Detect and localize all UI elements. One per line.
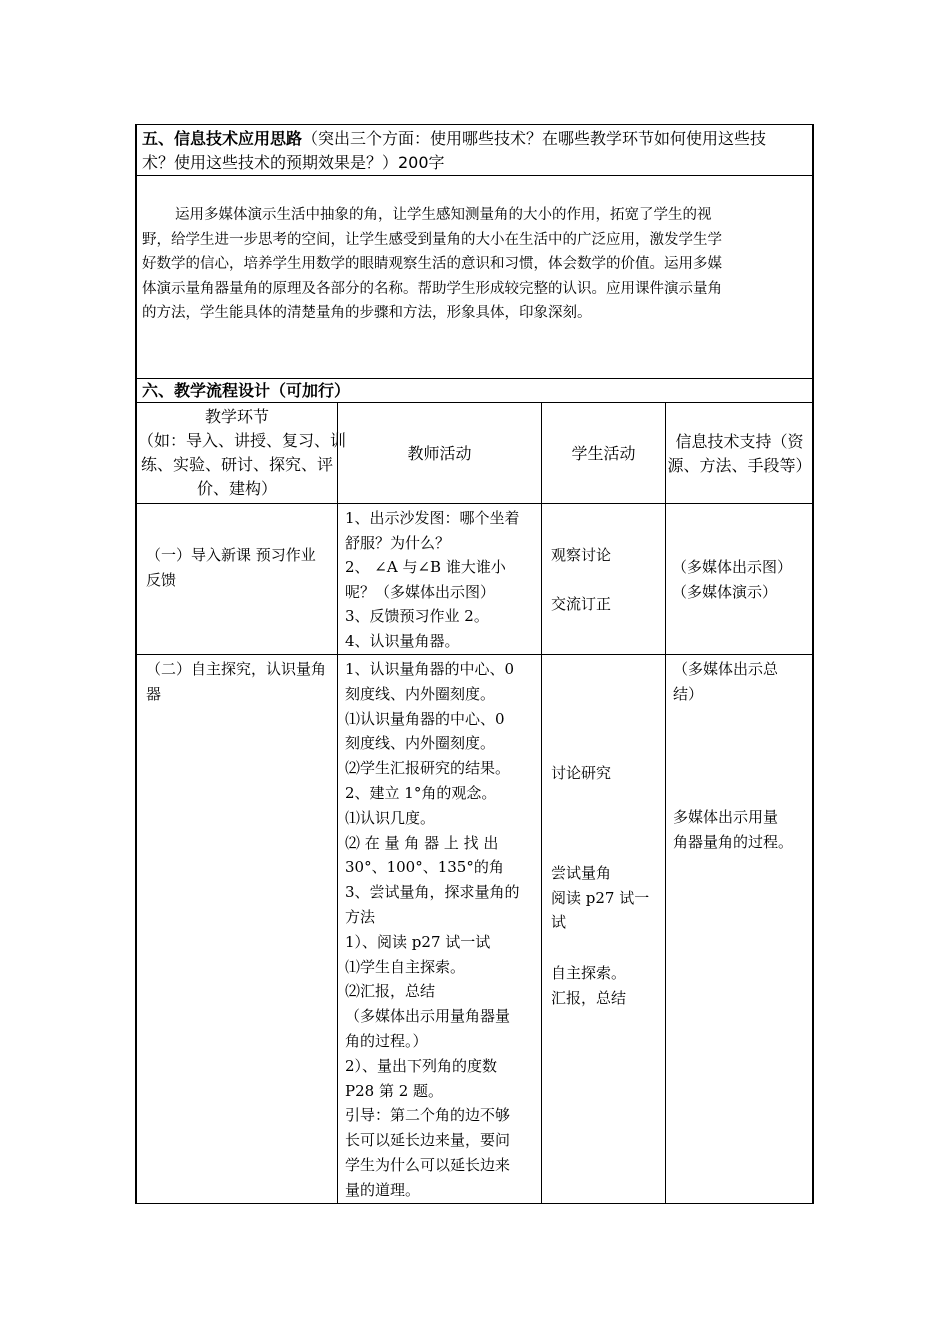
row2-teacher-line: ⑴学生自主探索。 xyxy=(345,957,466,976)
row2-student-line: 尝试量角 xyxy=(551,864,612,882)
section5-title-note-line2: 术？使用这些技术的预期效果是？）200字 xyxy=(142,153,445,172)
column-divider xyxy=(665,402,666,1204)
row2-student-group xyxy=(551,961,663,1010)
row1-tech-line: （多媒体演示） xyxy=(672,582,778,601)
row1-stage-line: （一）导入新课 预习作业 xyxy=(146,546,316,564)
section6-title: 六、教学流程设计（可加行） xyxy=(142,381,351,400)
row2-teacher-line: 2）、量出下列角的度数 xyxy=(345,1056,498,1075)
row2-teacher-line: 2、建立 1°角的观念。 xyxy=(345,783,497,802)
row2-student-line: 阅读 p27 试一 xyxy=(551,888,650,907)
row2-teacher-line: ⑴认识量角器的中心、0 xyxy=(345,709,505,728)
row2-teacher-line: 角的过程。） xyxy=(345,1031,428,1050)
row2-teacher-line: ⑵汇报，总结 xyxy=(345,982,436,1001)
row-divider xyxy=(135,503,814,504)
body-line: 好数学的信心，培养学生用数学的眼睛观察生活的意识和习惯，体会数学的价值。运用多媒 xyxy=(142,256,722,273)
header-stage-line: （如：导入、讲授、复习、训 xyxy=(138,431,347,450)
row2-teacher-line: 方法 xyxy=(345,907,376,926)
header-stage-line: 教学环节 xyxy=(204,407,269,426)
row1-teacher-line: 2、 ∠A 与∠B 谁大谁小 xyxy=(345,558,506,576)
body-line: 野，给学生进一步思考的空间，让学生感受到量角的大小在生活中的广泛应用，激发学生学 xyxy=(142,231,722,248)
body-line: 的方法，学生能具体的清楚量角的步骤和方法，形象具体，印象深刻。 xyxy=(142,305,592,322)
column-divider xyxy=(337,402,338,1204)
row1-student-line: 交流订正 xyxy=(551,595,612,613)
section5-title: 五、信息技术应用思路 xyxy=(142,129,303,148)
row2-student-line: 讨论研究 xyxy=(551,764,612,782)
row2-teacher-line: 1、认识量角器的中心、0 xyxy=(345,660,515,678)
row-divider xyxy=(135,175,814,176)
row2-student-group xyxy=(551,861,663,935)
row2-teacher-line: （多媒体出示用量角器量 xyxy=(345,1007,511,1026)
section5-title-note: （突出三个方面：使用哪些技术？在哪些教学环节如何使用这些技 xyxy=(302,129,767,148)
row2-student-group xyxy=(551,761,663,786)
row2-teacher-line: 30°、100°、135°的角 xyxy=(345,858,504,877)
body-line: 体演示量角器量角的原理及各部分的名称。帮助学生形成较完整的认识。应用课件演示量角 xyxy=(142,280,722,297)
row1-tech-line: （多媒体出示图） xyxy=(672,558,793,576)
row2-teacher-line: ⑵学生汇报研究的结果。 xyxy=(345,759,511,778)
row2-stage-line: （二）自主探究，认识量角 xyxy=(146,660,327,678)
row1-teacher xyxy=(345,506,539,653)
header-teacher: 教师活动 xyxy=(407,444,472,463)
row1-teacher-line: 舒服？为什么？ xyxy=(345,533,451,552)
row2-tech-group xyxy=(673,805,811,854)
row2-stage-line: 器 xyxy=(146,684,162,703)
row1-stage xyxy=(146,543,336,592)
row2-teacher-line: P28 第 2 题。 xyxy=(345,1081,444,1100)
row2-teacher-line: 1）、阅读 p27 试一试 xyxy=(345,932,491,951)
row2-teacher-line: 长可以延长边来量，要问 xyxy=(345,1131,511,1150)
row1-student-line: 观察讨论 xyxy=(551,546,612,564)
body-line: 运用多媒体演示生活中抽象的角，让学生感知测量角的大小的作用，拓宽了学生的视 xyxy=(175,207,712,223)
row2-teacher-line: 学生为什么可以延长边来 xyxy=(345,1155,511,1174)
row2-student-line: 试 xyxy=(551,913,567,931)
header-stage xyxy=(138,405,347,501)
row1-teacher-line: 4、认识量角器。 xyxy=(345,631,460,650)
header-tech-line: 信息技术支持（资 xyxy=(675,432,804,451)
section5-body xyxy=(142,203,808,326)
row2-teacher-line: 引导：第二个角的边不够 xyxy=(345,1106,511,1125)
row1-student-line xyxy=(551,568,663,593)
header-tech xyxy=(666,430,813,478)
row-divider xyxy=(135,654,814,655)
header-stage-line: 练、实验、研讨、探究、评 xyxy=(140,455,333,474)
table-top-border xyxy=(135,124,814,125)
row1-student xyxy=(551,543,663,617)
row1-stage-line: 反馈 xyxy=(146,570,177,589)
row2-tech-line: （多媒体出示总 xyxy=(673,660,779,678)
row1-teacher-line: 3、反馈预习作业 2。 xyxy=(345,607,489,625)
row2-teacher-line: ⑴认识几度。 xyxy=(345,808,436,827)
column-divider xyxy=(541,402,542,1204)
row2-stage xyxy=(146,657,336,706)
row2-student-line: 自主探索。 xyxy=(551,964,627,982)
row2-tech-line: 多媒体出示用量 xyxy=(673,808,779,826)
row1-tech xyxy=(672,555,812,604)
row2-teacher-line: 量的道理。 xyxy=(345,1180,421,1199)
row2-tech-line: 结） xyxy=(673,684,704,703)
header-stage-line: 价、建构） xyxy=(196,479,277,498)
row2-teacher-line: 刻度线、内外圈刻度。 xyxy=(345,734,496,753)
row2-teacher-line: ⑵ 在 量 角 器 上 找 出 xyxy=(345,833,499,852)
row2-teacher xyxy=(345,657,539,1203)
row1-teacher-line: 1、出示沙发图：哪个坐着 xyxy=(345,509,520,527)
row2-tech-line: 角器量角的过程。 xyxy=(673,832,794,851)
row2-tech-group xyxy=(673,657,811,706)
row1-teacher-line: 呢？（多媒体出示图） xyxy=(345,582,496,601)
row2-teacher-line: 刻度线、内外圈刻度。 xyxy=(345,684,496,703)
row2-teacher-line: 3、尝试量角，探求量角的 xyxy=(345,883,520,902)
header-tech-line: 源、方法、手段等） xyxy=(667,456,812,475)
section5-heading xyxy=(142,127,808,175)
header-student: 学生活动 xyxy=(571,444,636,463)
row2-student-line: 汇报，总结 xyxy=(551,988,627,1007)
